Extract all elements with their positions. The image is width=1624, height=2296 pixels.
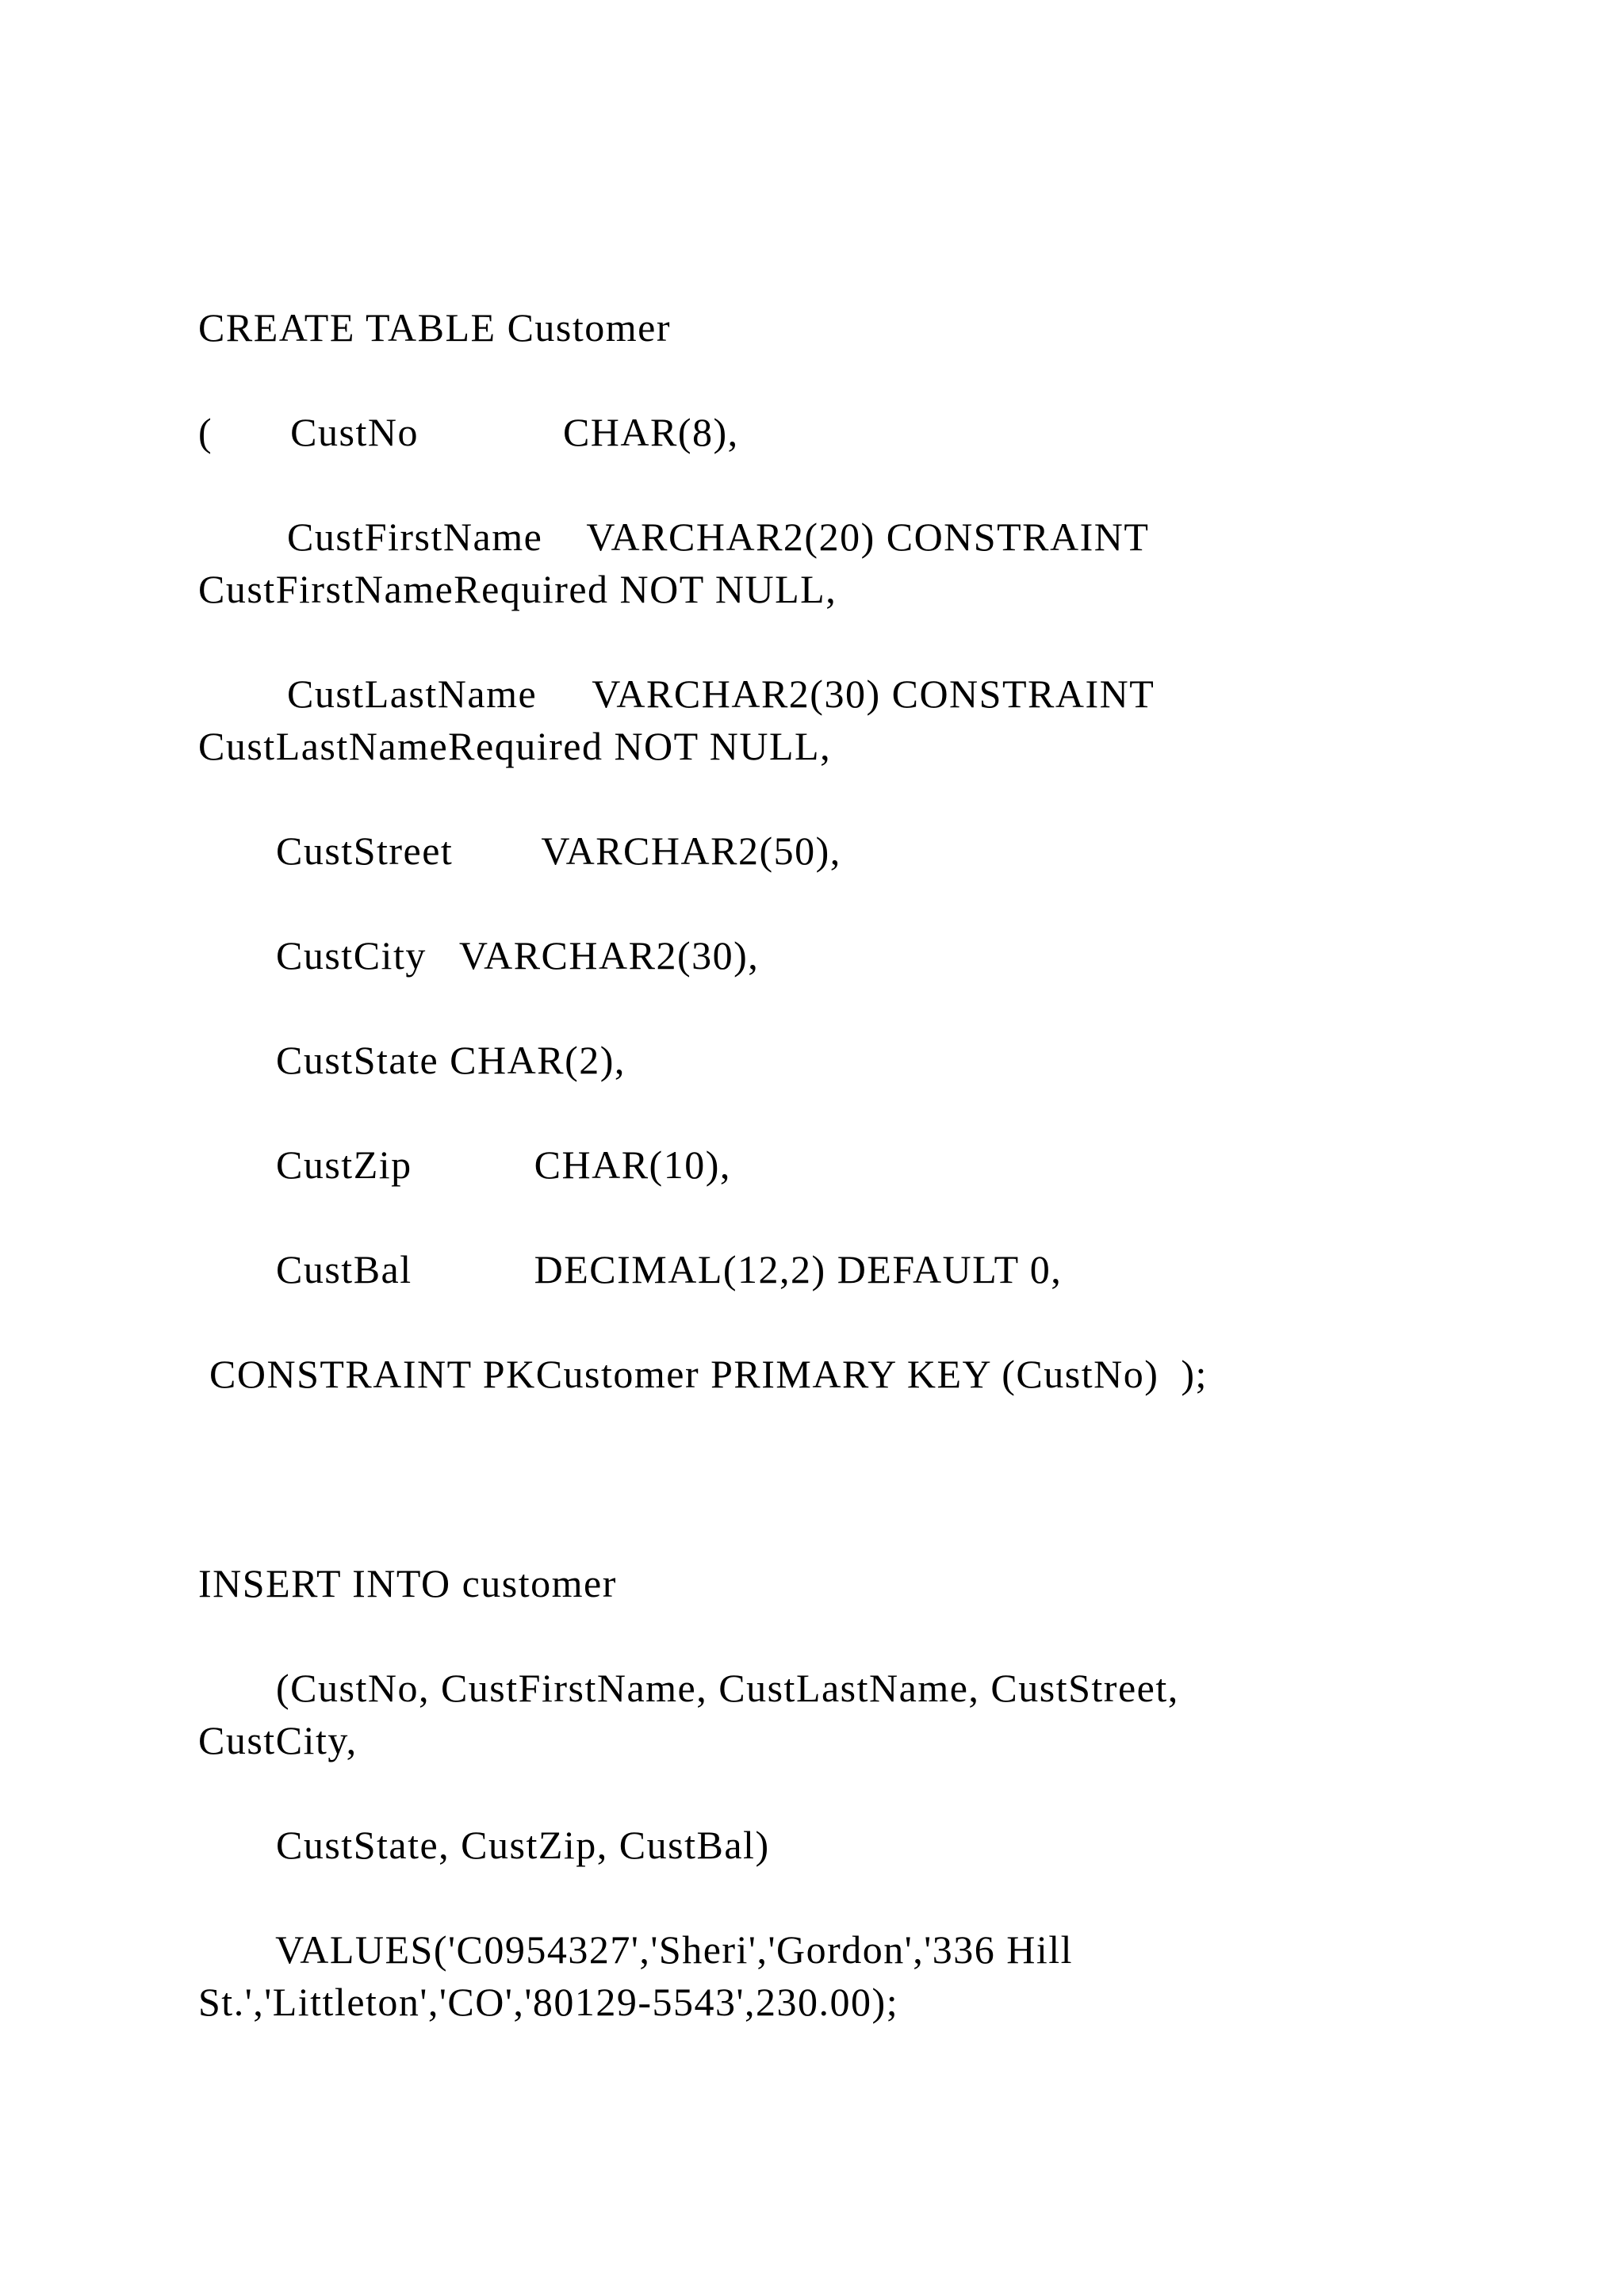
create-table-line: CustStreet VARCHAR2(50), <box>198 828 841 873</box>
insert-line: St.','Littleton','CO','80129-5543',230.00); <box>198 1980 899 2024</box>
create-table-line: CustLastNameRequired NOT NULL, <box>198 724 832 768</box>
create-table-line: CustFirstName VARCHAR2(20) CONSTRAINT <box>198 515 1150 559</box>
create-table-line: CustFirstNameRequired NOT NULL, <box>198 567 837 611</box>
create-table-line: CustCity VARCHAR2(30), <box>198 933 760 978</box>
create-table-header: CREATE TABLE Customer <box>198 305 672 350</box>
create-table-line: CustZip CHAR(10), <box>198 1142 731 1187</box>
create-table-line: CustState CHAR(2), <box>198 1038 626 1082</box>
create-table-line: CONSTRAINT PKCustomer PRIMARY KEY (CustNo) ); <box>198 1352 1208 1396</box>
insert-header: INSERT INTO customer <box>198 1561 617 1605</box>
insert-line: VALUES('C0954327','Sheri','Gordon','336 Hill <box>198 1927 1074 1972</box>
create-table-line: CustLastName VARCHAR2(30) CONSTRAINT <box>198 672 1155 716</box>
insert-line: (CustNo, CustFirstName, CustLastName, CustStreet, <box>198 1666 1179 1710</box>
create-table-line: CustBal DECIMAL(12,2) DEFAULT 0, <box>198 1247 1063 1292</box>
insert-line: CustState, CustZip, CustBal) <box>198 1823 770 1867</box>
create-table-line: ( CustNo CHAR(8), <box>198 410 739 454</box>
insert-line: CustCity, <box>198 1718 358 1762</box>
